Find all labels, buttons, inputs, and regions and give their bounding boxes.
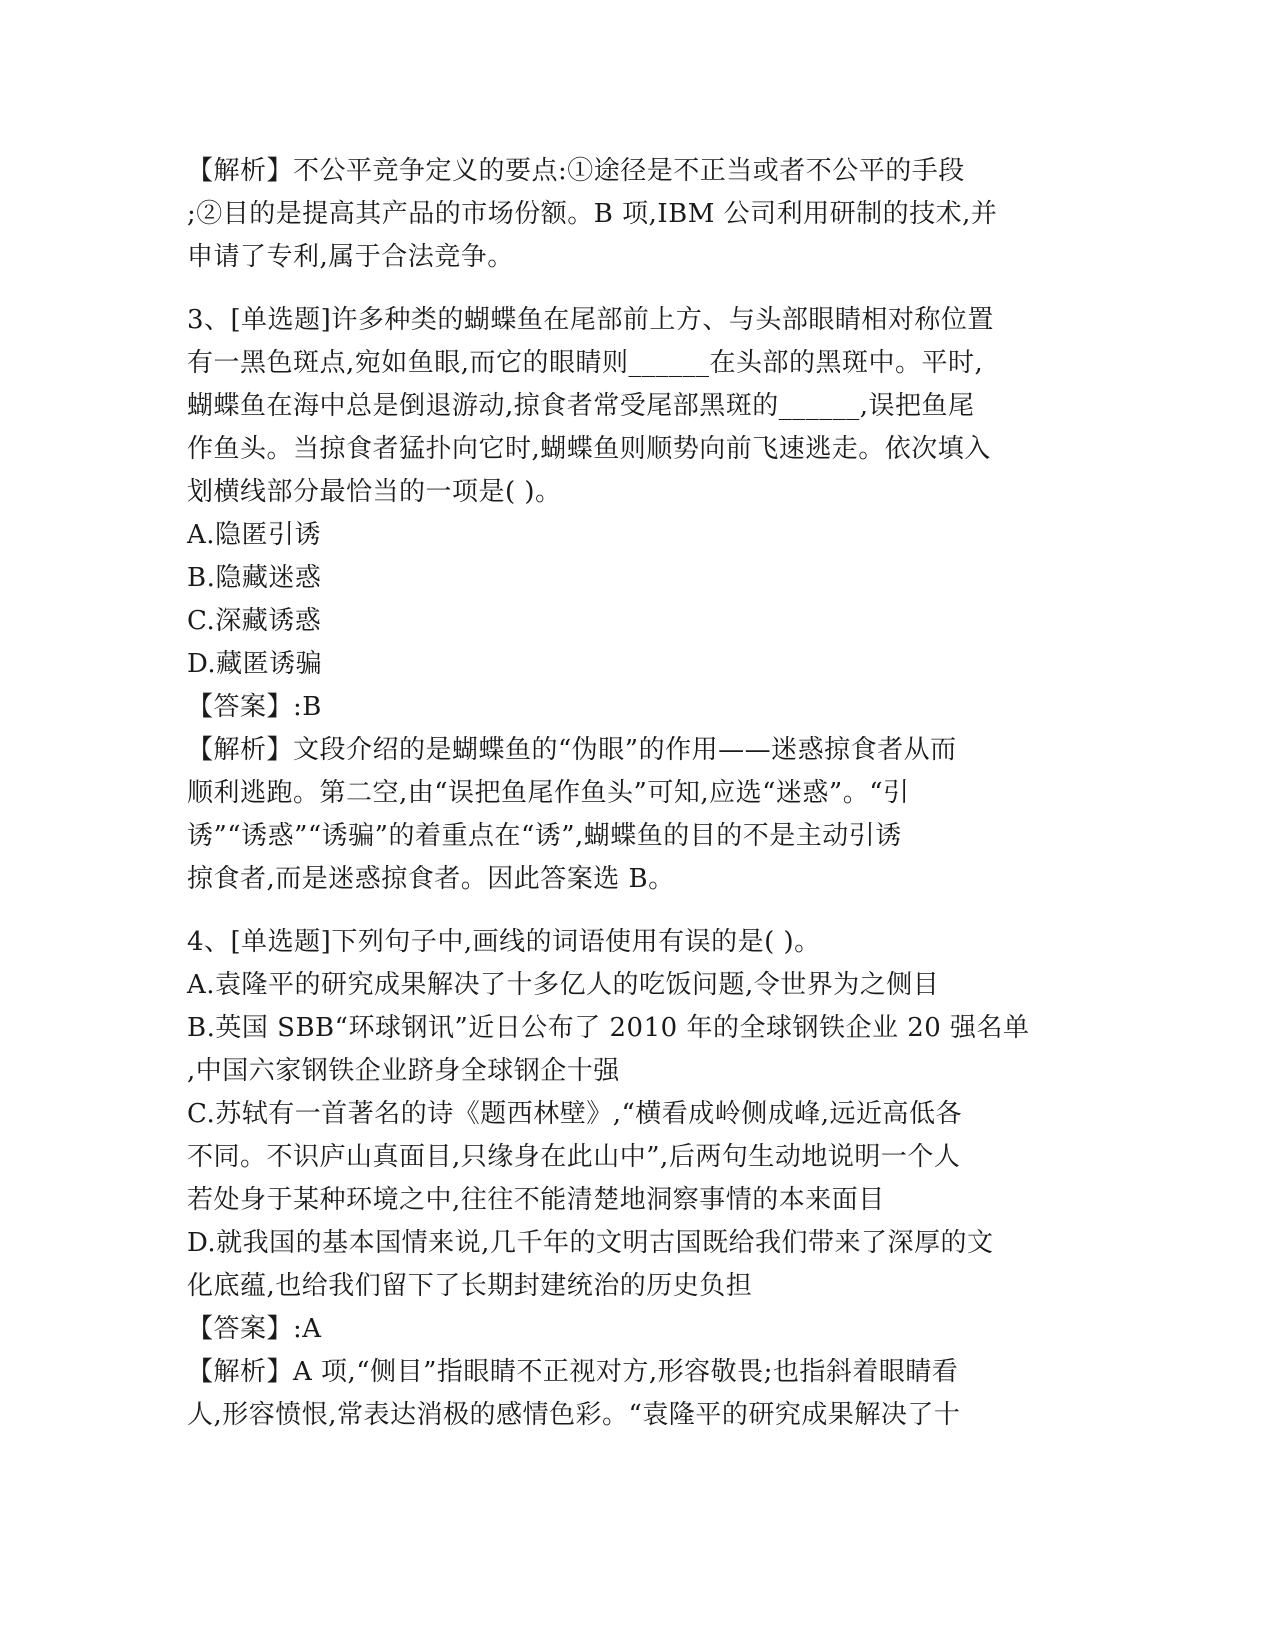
option-b: B.英国 SBB“环球钢讯”近日公布了 2010 年的全球钢铁企业 20 强名单 (187, 1013, 1030, 1043)
text-line: 顺利逃跑。第二空,由“误把鱼尾作鱼头”可知,应选“迷惑”。“引 (187, 778, 910, 808)
option-d: D.藏匿诱骗 (187, 649, 323, 679)
text-line: 人,形容愤恨,常表达消极的感情色彩。“袁隆平的研究成果解决了十 (187, 1400, 961, 1430)
option-d: D.就我国的基本国情来说,几千年的文明古国既给我们带来了深厚的文 (187, 1228, 994, 1258)
answer-line: 【答案】:B (187, 692, 322, 722)
text-line: 诱”“诱惑”“诱骗”的着重点在“诱”,蝴蝶鱼的目的不是主动引诱 (187, 821, 902, 851)
text-line: 【解析】不公平竞争定义的要点:①途径是不正当或者不公平的手段 (187, 156, 965, 186)
text-line: 蝴蝶鱼在海中总是倒退游动,掠食者常受尾部黑斑的______,误把鱼尾 (187, 391, 975, 421)
text-line: 3、[单选题]许多种类的蝴蝶鱼在尾部前上方、与头部眼睛相对称位置 (187, 305, 994, 335)
option-c-continued: 不同。不识庐山真面目,只缘身在此山中”,后两句生动地说明一个人 (187, 1142, 961, 1172)
text-line: 掠食者,而是迷惑掠食者。因此答案选 B。 (187, 864, 675, 894)
text-line: 有一黑色斑点,宛如鱼眼,而它的眼睛则______在头部的黑斑中。平时, (187, 348, 984, 378)
option-c: C.深藏诱惑 (187, 606, 322, 636)
question-3-stem (187, 299, 1087, 514)
previous-analysis (187, 150, 1087, 279)
option-a: A.隐匿引诱 (187, 520, 322, 550)
question-3-analysis (187, 729, 1087, 901)
option-d-continued: 化底蕴,也给我们留下了长期封建统治的历史负担 (187, 1271, 753, 1301)
text-line: 【解析】文段介绍的是蝴蝶鱼的“伪眼”的作用——迷惑掠食者从而 (187, 735, 957, 765)
option-c-continued: 若处身于某种环境之中,往往不能清楚地洞察事情的本来面目 (187, 1185, 885, 1215)
question-3-answer (187, 686, 1087, 729)
option-a: A.袁隆平的研究成果解决了十多亿人的吃饭问题,令世界为之侧目 (187, 970, 940, 1000)
text-line: 4、[单选题]下列句子中,画线的词语使用有误的是( )。 (187, 927, 821, 957)
question-3 (187, 299, 1087, 901)
paragraph-gap (187, 901, 1087, 921)
option-b-continued: ,中国六家钢铁企业跻身全球钢企十强 (187, 1056, 620, 1086)
option-b: B.隐藏迷惑 (187, 563, 322, 593)
question-4-stem (187, 921, 1087, 964)
paragraph-gap (187, 279, 1087, 299)
text-line: 【解析】A 项,“侧目”指眼睛不正视对方,形容敬畏;也指斜着眼睛看 (187, 1357, 959, 1387)
page-content (187, 150, 1087, 1437)
question-4-analysis (187, 1351, 1087, 1437)
option-c: C.苏轼有一首著名的诗《题西林壁》,“横看成岭侧成峰,远近高低各 (187, 1099, 963, 1129)
answer-line: 【答案】:A (187, 1314, 322, 1344)
question-4 (187, 921, 1087, 1437)
text-line: 划横线部分最恰当的一项是( )。 (187, 477, 562, 507)
text-line: 作鱼头。当掠食者猛扑向它时,蝴蝶鱼则顺势向前飞速逃走。依次填入 (187, 434, 991, 464)
text-line: ;②目的是提高其产品的市场份额。B 项,IBM 公司利用研制的技术,并 (187, 199, 998, 229)
text-line: 申请了专利,属于合法竞争。 (187, 242, 514, 272)
question-4-options (187, 964, 1087, 1308)
question-4-answer (187, 1308, 1087, 1351)
question-3-options (187, 514, 1087, 686)
